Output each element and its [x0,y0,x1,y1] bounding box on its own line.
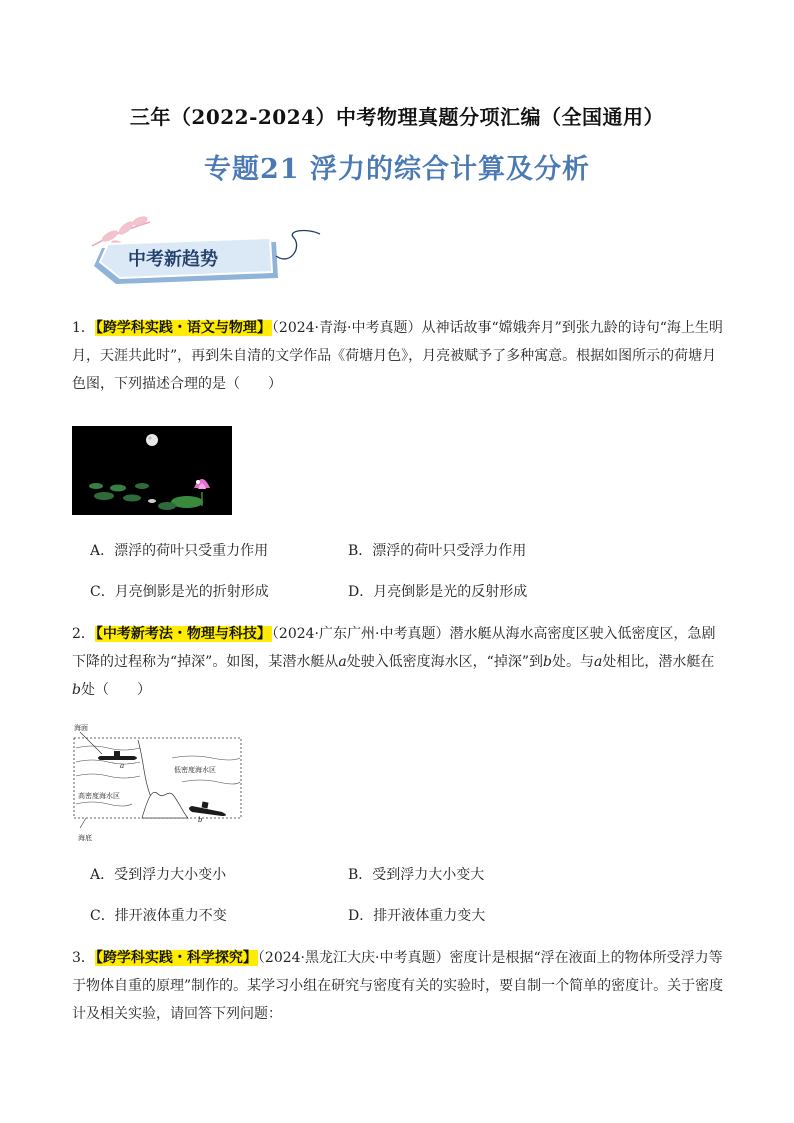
question-2-line-5: 处相比，潜水艇在 [602,654,715,670]
question-1-option-d: D．月亮倒影是光的反射形成 [348,584,528,600]
question-2-number: 2． [72,626,95,642]
label-point-a: a [120,762,125,770]
question-2-source: （2024·广东广州·中考真题） [271,626,450,642]
question-1-tag: 【跨学科实践・语文与物理】 [95,320,271,336]
label-high-density: 高密度海水区 [78,792,120,800]
label-point-b: b [198,816,203,824]
question-3-line-2: 于物体自重的原理”制作的。某学习小组在研究与密度有关的实验时，要自制一个简单的密度计。关于密度 [72,978,724,994]
label-low-density: 低密度海水区 [174,766,216,774]
question-3 [72,944,724,1028]
question-2-line-1: 潜水艇从海水高密度区驶入低密度区，急剧 [449,626,716,642]
question-1-line-3: 色图，下列描述合理的是（ ） [72,376,282,392]
question-3-source: （2024·黑龙江大庆·中考真题） [257,950,450,966]
question-2-line-6: 处（ ） [80,682,151,698]
question-2-italic-a-2: a [593,654,603,670]
label-sea-surface: 海面 [74,724,88,732]
question-2-option-d: D．排开液体重力变大 [348,908,486,924]
question-3-number: 3． [72,950,95,966]
question-1-option-c: C．月亮倒影是光的折射形成 [90,584,269,600]
question-3-tag: 【跨学科实践・科学探究】 [95,950,257,966]
question-2-line-4: 处。与 [551,654,594,670]
submarine-diagram [72,718,244,846]
question-2 [72,620,724,704]
question-2-italic-b-2: b [72,682,81,698]
banner-label: 中考新趋势 [128,249,218,270]
question-2-italic-b: b [543,654,552,670]
label-seabed: 海底 [78,834,92,842]
question-1 [72,314,724,398]
question-1-option-b: B．漂浮的荷叶只受浮力作用 [348,543,527,559]
question-2-tag: 【中考新考法・物理与科技】 [95,626,271,642]
lotus-moon-image [72,426,232,515]
question-1-line-1: 从神话故事“嫦娥奔月”到张九龄的诗句“海上生明 [421,320,723,336]
topic-subtitle: 专题21 浮力的综合计算及分析 [204,154,590,185]
question-2-line-3: 处驶入低密度海水区，“掉深”到 [346,654,544,670]
question-2-option-a: A．受到浮力大小变小 [90,867,227,883]
question-3-line-1: 密度计是根据“浮在液面上的物体所受浮力等 [449,950,723,966]
question-2-italic-a: a [338,654,347,670]
question-1-line-2: 月，天涯共此时”，再到朱自清的文学作品《荷塘月色》，月亮被赋予了多种寓意。根据如图所示的荷塘月 [72,348,717,364]
question-3-line-3: 计及相关实验，请回答下列问题： [72,1006,282,1022]
question-2-option-c: C．排开液体重力不变 [90,908,227,924]
question-1-number: 1． [72,320,95,336]
question-2-line-2: 下降的过程称为“掉深”。如图，某潜水艇从 [72,654,339,670]
document-title: 三年（2022-2024）中考物理真题分项汇编（全国通用） [129,105,665,129]
question-1-option-a: A．漂浮的荷叶只受重力作用 [90,543,269,559]
question-1-source: （2024·青海·中考真题） [271,320,422,336]
question-2-option-b: B．受到浮力大小变大 [348,867,485,883]
